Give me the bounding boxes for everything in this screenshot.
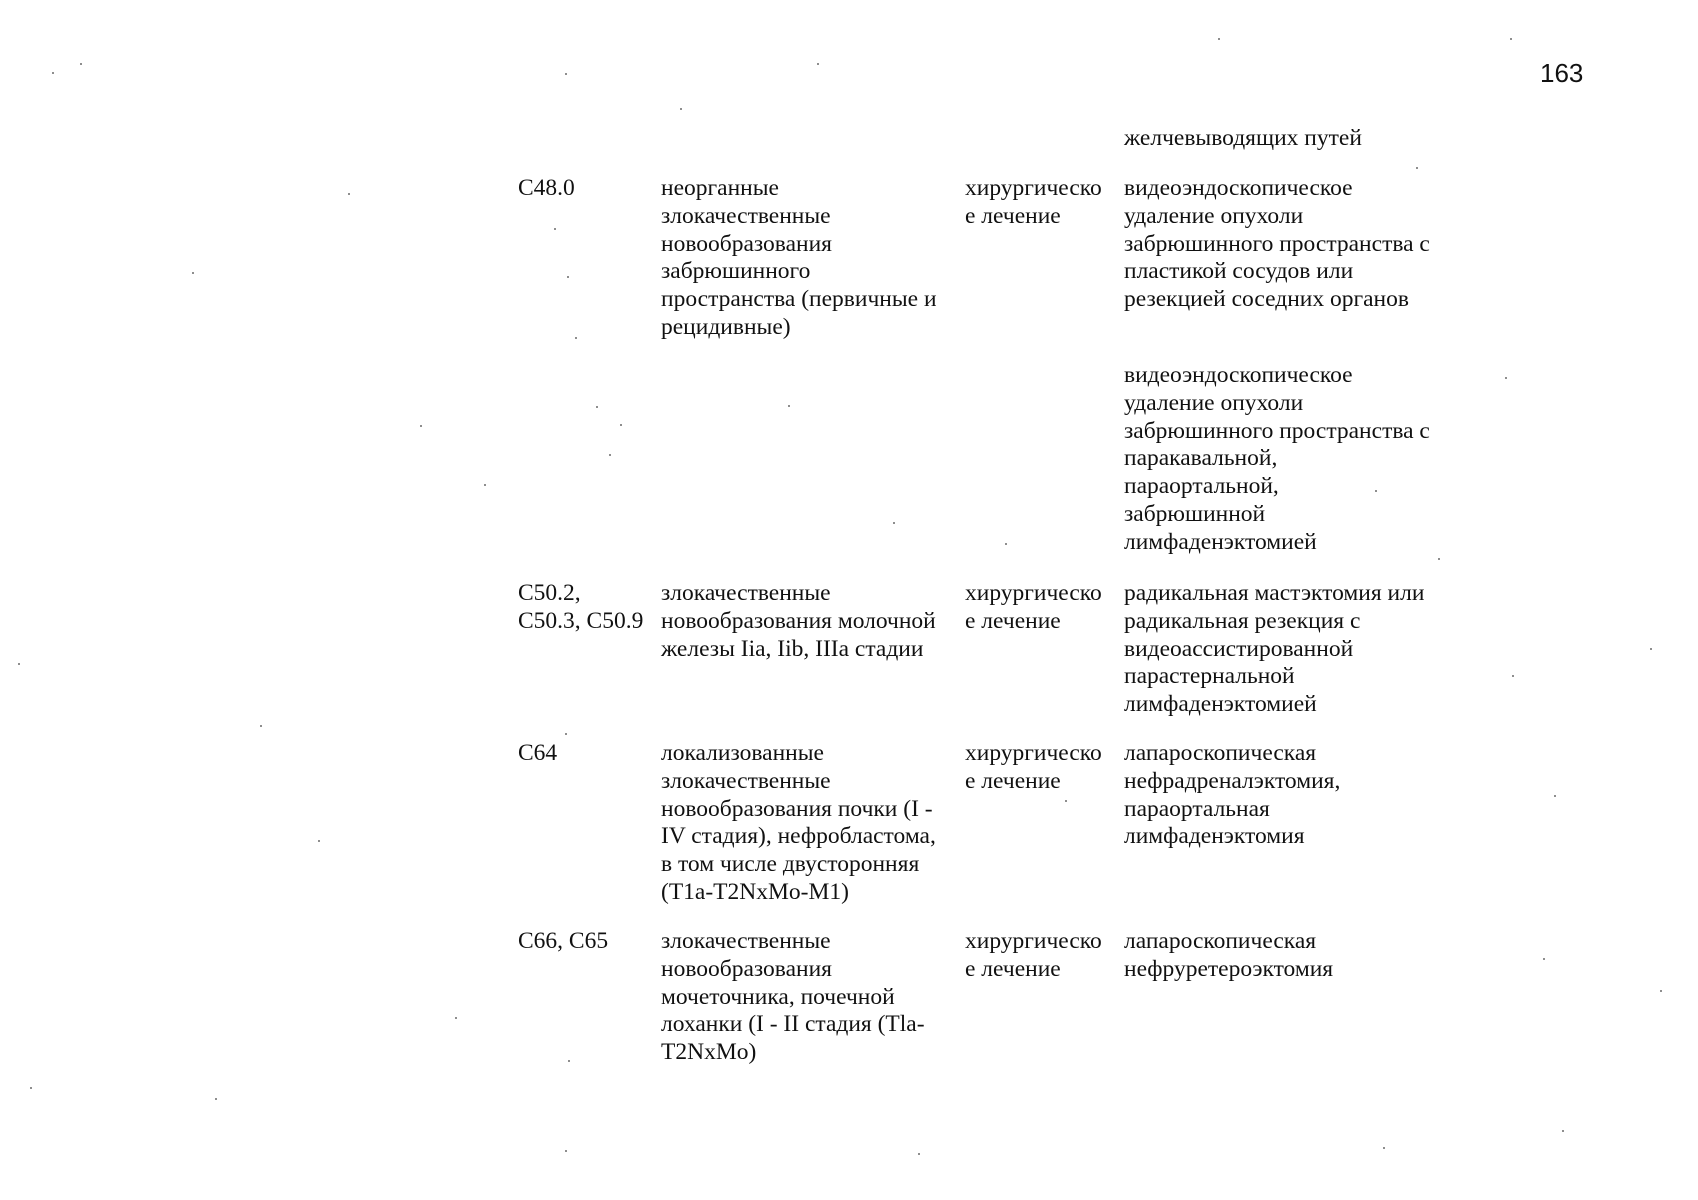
scan-speck bbox=[1543, 958, 1545, 960]
scan-speck bbox=[788, 405, 790, 407]
scan-speck bbox=[1416, 167, 1418, 169]
scan-speck bbox=[565, 73, 567, 75]
scan-speck bbox=[1660, 990, 1662, 992]
row-c50-method-1: радикальная мастэктомия или радикальная резекция с видеоассистированной парастернальной лимфаденэктомией bbox=[1124, 580, 1425, 718]
scan-speck bbox=[1510, 38, 1512, 40]
scan-speck bbox=[680, 108, 682, 110]
scan-speck bbox=[30, 1087, 32, 1089]
continued-method-text: желчевыводящих путей bbox=[1124, 125, 1362, 151]
row-c48-method-1: видеоэндоскопическое удаление опухоли забрюшинного пространства с пластикой сосудов или резекцией соседних органов bbox=[1124, 175, 1430, 313]
scan-speck bbox=[1065, 800, 1067, 802]
scan-speck bbox=[484, 484, 486, 486]
scan-speck bbox=[1512, 675, 1514, 677]
scan-speck bbox=[620, 424, 622, 426]
scan-speck bbox=[1650, 648, 1652, 650]
scan-speck bbox=[80, 63, 82, 65]
scan-speck bbox=[215, 1098, 217, 1100]
scan-speck bbox=[554, 228, 556, 230]
row-c50-diagnosis: злокачественные новообразования молочной железы Iia, Iib, IIIa стадии bbox=[661, 580, 936, 662]
scan-speck bbox=[596, 406, 598, 408]
scan-speck bbox=[1562, 1130, 1564, 1132]
scan-speck bbox=[567, 276, 569, 278]
row-c48-code: C48.0 bbox=[518, 175, 575, 201]
row-c64-method-1: лапароскопическая нефрадреналэктомия, параортальная лимфаденэктомия bbox=[1124, 740, 1341, 850]
scan-speck bbox=[260, 725, 262, 727]
scan-speck bbox=[18, 663, 20, 665]
scan-speck bbox=[609, 454, 611, 456]
row-c48-diagnosis: неорганные злокачественные новообразования забрюшинного пространства (первичные и рецидивные) bbox=[661, 175, 937, 340]
row-c48-method-2: видеоэндоскопическое удаление опухоли забрюшинного пространства с паракавальной, параортальной, забрюшинной лимфаденэктомией bbox=[1124, 362, 1430, 555]
row-c64-code: C64 bbox=[518, 740, 558, 766]
scan-speck bbox=[565, 1150, 567, 1152]
scan-speck bbox=[192, 272, 194, 274]
scan-speck bbox=[1438, 558, 1440, 560]
row-c50-treatment: хирургическо е лечение bbox=[965, 580, 1102, 634]
row-c66-method-1: лапароскопическая нефруретероэктомия bbox=[1124, 928, 1334, 982]
scan-speck bbox=[565, 733, 567, 735]
scan-speck bbox=[568, 1060, 570, 1062]
scan-speck bbox=[817, 63, 819, 65]
scan-speck bbox=[1375, 490, 1377, 492]
scan-speck bbox=[348, 193, 350, 195]
row-c64-diagnosis: локализованные злокачественные новообразования почки (I - IV стадия), нефробластома, в том числе двусторонняя (T1a-T2NxMo-M1) bbox=[661, 740, 936, 905]
scan-speck bbox=[1554, 795, 1556, 797]
scan-speck bbox=[893, 522, 895, 524]
row-c50-code: C50.2, C50.3, C50.9 bbox=[518, 580, 644, 634]
scan-speck bbox=[455, 1017, 457, 1019]
row-c64-treatment: хирургическо е лечение bbox=[965, 740, 1102, 794]
row-c66-diagnosis: злокачественные новообразования мочеточника, почечной лоханки (I - II стадия (Tla- T2NxMo) bbox=[661, 928, 925, 1066]
scan-speck bbox=[575, 337, 577, 339]
scan-speck bbox=[1005, 543, 1007, 545]
row-c66-treatment: хирургическо е лечение bbox=[965, 928, 1102, 982]
row-c48-treatment: хирургическо е лечение bbox=[965, 175, 1102, 229]
scan-speck bbox=[1218, 38, 1220, 40]
scan-speck bbox=[918, 1153, 920, 1155]
scan-speck bbox=[1383, 1147, 1385, 1149]
row-c66-code: C66, C65 bbox=[518, 928, 609, 954]
scan-speck bbox=[420, 425, 422, 427]
page-number: 163 bbox=[1540, 58, 1584, 88]
scan-speck bbox=[1505, 377, 1507, 379]
scan-speck bbox=[318, 840, 320, 842]
scan-speck bbox=[52, 72, 54, 74]
